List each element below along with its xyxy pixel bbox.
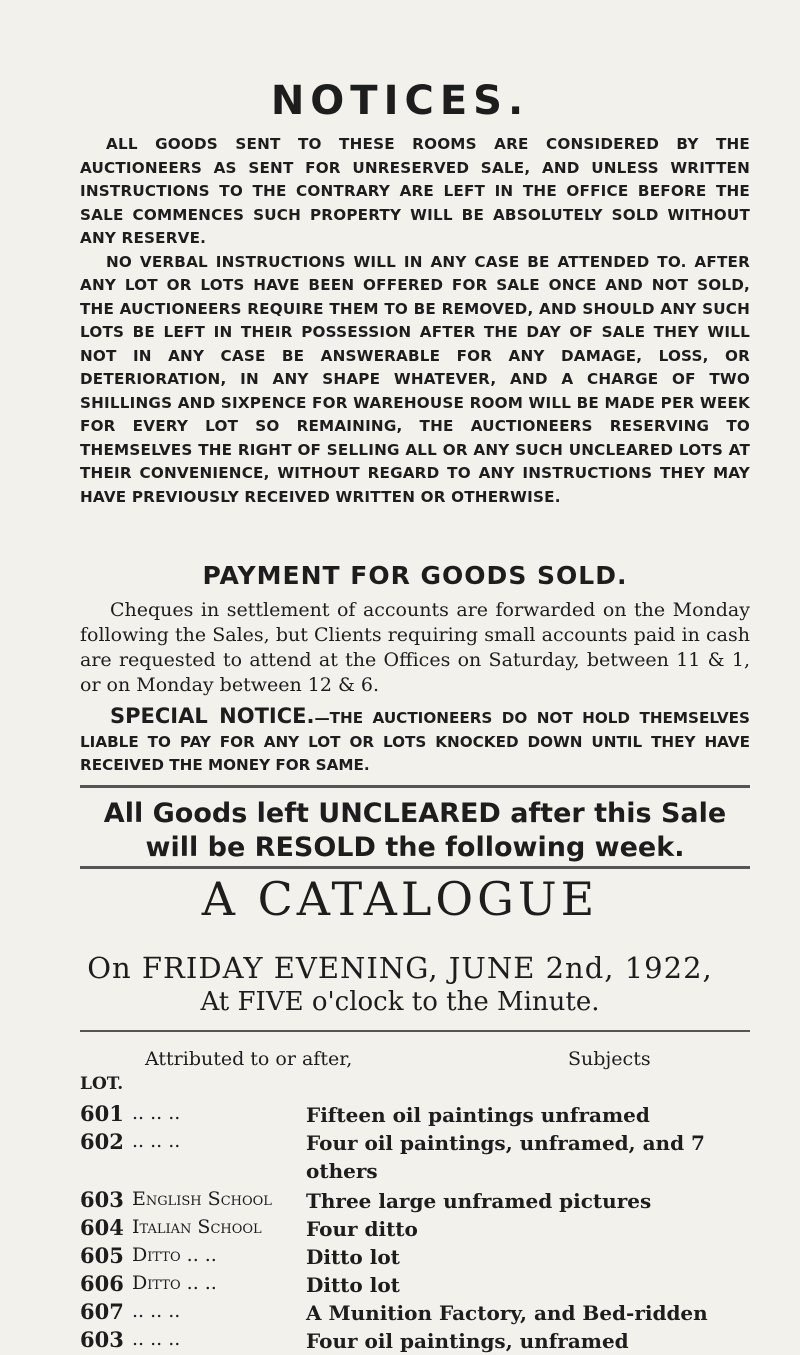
sale-time: At FIVE o'clock to the Minute. (200, 987, 600, 1017)
lot-description: Fifteen oil paintings unframed (306, 1103, 650, 1127)
column-header-subjects: Subjects (568, 1048, 651, 1070)
lot-description: Four oil paintings, unframed, and 7 others (306, 1131, 705, 1183)
special-notice (80, 705, 750, 778)
notices-title: NOTICES. (270, 78, 530, 124)
lot-description: Three large unframed pictures (306, 1189, 652, 1213)
lot-artist: .. .. .. (132, 1328, 181, 1350)
lot-list (80, 1101, 760, 1355)
lot-row (80, 1215, 760, 1243)
lot-row (80, 1271, 760, 1299)
divider-rule (80, 866, 750, 869)
lot-description: A Munition Factory, and Bed-ridden (306, 1301, 708, 1325)
lot-artist: .. .. .. (132, 1102, 181, 1124)
lot-artist: Ditto .. .. (132, 1272, 217, 1294)
lot-description: Four oil paintings, unframed (306, 1329, 629, 1353)
divider-rule (80, 1030, 750, 1032)
lot-number: 606 (80, 1271, 124, 1296)
lot-number: 604 (80, 1215, 124, 1240)
payment-heading: PAYMENT FOR GOODS SOLD. (202, 561, 628, 590)
sale-date: On FRIDAY EVENING, JUNE 2nd, 1922, (87, 951, 713, 985)
lot-number: 601 (80, 1101, 124, 1126)
lot-row (80, 1129, 760, 1187)
lot-number: 603 (80, 1327, 124, 1352)
divider-rule (80, 785, 750, 788)
lot-row (80, 1327, 760, 1355)
lot-number: 607 (80, 1299, 124, 1324)
payment-text-block (80, 598, 750, 698)
lot-row (80, 1299, 760, 1327)
lot-artist: Italian School (132, 1216, 262, 1238)
lot-number: 603 (80, 1187, 124, 1212)
lot-row (80, 1187, 760, 1215)
uncleared-notice: All Goods left UNCLEARED after this Sale will be RESOLD the following week. (103, 798, 727, 863)
payment-text: Cheques in settlement of accounts are forwarded on the Monday following the Sales, but Clients requiring small accounts paid in cash are requested to attend at the Offices on Saturday, between 11 & 1, or on Monday between 12 & 6. (80, 599, 750, 696)
lot-row (80, 1101, 760, 1129)
lot-row (80, 1243, 760, 1271)
lot-number: 602 (80, 1129, 124, 1154)
lot-artist: .. .. .. (132, 1300, 181, 1322)
lot-artist: .. .. .. (132, 1130, 181, 1152)
lot-description: Four ditto (306, 1217, 418, 1241)
lot-description: Ditto lot (306, 1245, 400, 1269)
column-header-attribution: Attributed to or after, (145, 1048, 353, 1070)
lot-artist: Ditto .. .. (132, 1244, 217, 1266)
notice-unreserved-sale: ALL GOODS SENT TO THESE ROOMS ARE CONSIDERED BY THE AUCTIONEERS AS SENT FOR UNRESERVED SALE, AND UNLESS WRITTEN INSTRUCTIONS TO THE CONTRARY ARE LEFT IN THE OFFICE BEFORE THE SALE COMMENCES SUCH PROPERTY WILL BE ABSOLUTELY SOLD WITHOUT ANY RESERVE. (80, 135, 750, 247)
column-header-lot: LOT. (80, 1074, 124, 1094)
notices-block (80, 133, 750, 509)
special-notice-lead: SPECIAL NOTICE. (110, 704, 315, 728)
lot-artist: English School (132, 1188, 272, 1210)
lot-number: 605 (80, 1243, 124, 1268)
lot-description: Ditto lot (306, 1273, 400, 1297)
special-notice-text: —THE AUCTIONEERS DO NOT HOLD THEMSELVES LIABLE TO PAY FOR ANY LOT OR LOTS KNOCKED DOWN UNTIL THEY HAVE RECEIVED THE MONEY FOR SAME. (80, 709, 750, 774)
catalogue-title: A CATALOGUE (201, 872, 599, 926)
notice-verbal-instructions: NO VERBAL INSTRUCTIONS WILL IN ANY CASE BE ATTENDED TO. AFTER ANY LOT OR LOTS HAVE BEEN OFFERED FOR SALE ONCE AND NOT SOLD, THE AUCTIONEERS REQUIRE THEM TO BE REMOVED, AND SHOULD ANY SUCH LOTS BE LEFT IN THEIR POSSESSION AFTER THE DAY OF SALE THEY WILL NOT IN ANY CASE BE ANSWERABLE FOR ANY DAMAGE, LOSS, OR DETERIORATION, IN ANY SHAPE WHATEVER, AND A CHARGE OF TWO SHILLINGS AND SIXPENCE FOR WAREHOUSE ROOM WILL BE MADE PER WEEK FOR EVERY LOT SO REMAINING, THE AUCTIONEERS RESERVING TO THEMSELVES THE RIGHT OF SELLING ALL OR ANY SUCH UNCLEARED LOTS AT THEIR CONVENIENCE, WITHOUT REGARD TO ANY INSTRUCTIONS THEY MAY HAVE PREVIOUSLY RECEIVED WRITTEN OR OTHERWISE. (80, 252, 750, 506)
